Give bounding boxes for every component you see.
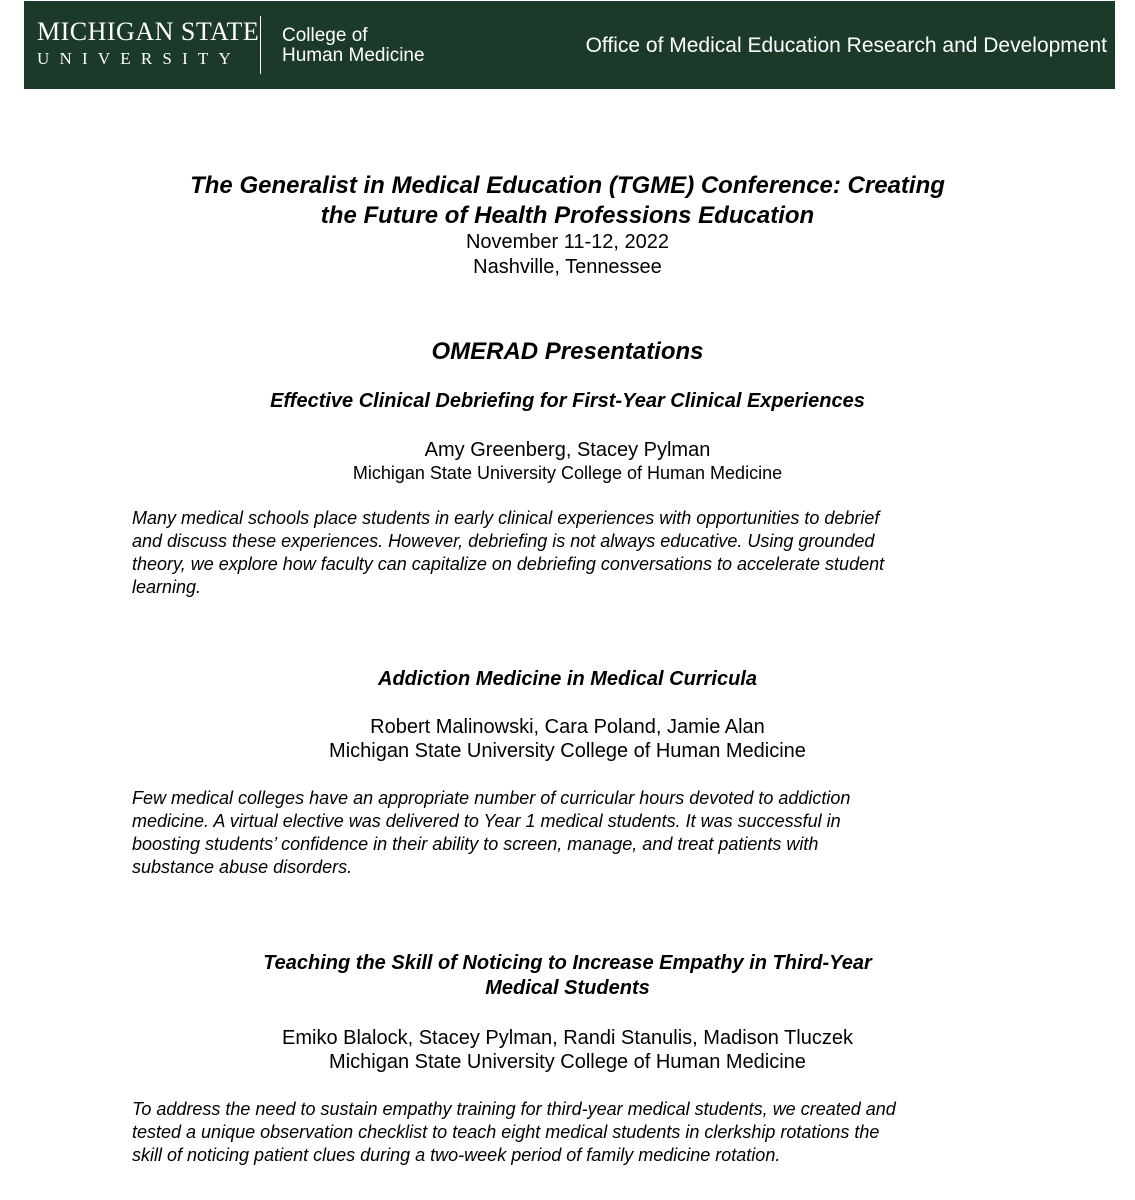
- logo-university-word: UNIVERSITY: [37, 49, 241, 68]
- logo-university-name: MICHIGAN STATE: [37, 17, 260, 46]
- conference-location: Nashville, Tennessee: [473, 256, 662, 278]
- presentation-abstract: [132, 787, 1012, 879]
- presentation-title: [0, 389, 1135, 414]
- college-line2: Human Medicine: [282, 45, 425, 66]
- office-name: Office of Medical Education Research and Development: [585, 34, 1107, 57]
- abstract-line: medicine. A virtual elective was delivered to Year 1 medical students. It was successful in: [132, 811, 841, 831]
- presentation-affiliation: Michigan State University College of Human Medicine: [329, 740, 806, 762]
- conference-title-line2: the Future of Health Professions Education: [320, 202, 815, 229]
- presentation-title: [0, 667, 1135, 692]
- conference-title-line1: The Generalist in Medical Education (TGME) Conference: Creating: [190, 172, 945, 199]
- presentation-affiliation: Michigan State University College of Human Medicine: [352, 463, 783, 483]
- abstract-line: Few medical colleges have an appropriate number of curricular hours devoted to addiction: [132, 788, 851, 808]
- presentation-authors: Emiko Blalock, Stacey Pylman, Randi Stanulis, Madison Tluczek: [282, 1027, 853, 1049]
- presentation-title-line: Teaching the Skill of Noticing to Increase Empathy in Third-Year: [263, 952, 872, 974]
- abstract-line: Many medical schools place students in early clinical experiences with opportunities to debrief: [132, 508, 880, 528]
- presentation-title-line: Medical Students: [485, 977, 650, 999]
- abstract-line: theory, we explore how faculty can capitalize on debriefing conversations to accelerate student: [132, 554, 885, 574]
- abstract-line: skill of noticing patient clues during a two-week period of family medicine rotation.: [132, 1145, 781, 1165]
- section-heading: OMERAD Presentations: [431, 338, 704, 365]
- presentation-abstract: [132, 507, 1012, 599]
- conference-date: November 11-12, 2022: [465, 231, 670, 253]
- header-divider: [260, 16, 261, 74]
- abstract-line: and discuss these experiences. However, debriefing is not always educative. Using grounded: [132, 531, 875, 551]
- abstract-line: boosting students’ confidence in their ability to screen, manage, and treat patients with: [132, 834, 819, 854]
- presentation-abstract: [132, 1098, 1012, 1167]
- college-line1: College of: [282, 25, 368, 46]
- presentation-title: [0, 951, 1135, 1001]
- msu-logo: [37, 17, 260, 70]
- college-name: [282, 26, 425, 66]
- presentation-title-line: Addiction Medicine in Medical Curricula: [378, 668, 757, 690]
- abstract-line: To address the need to sustain empathy training for third-year medical students, we created and: [132, 1099, 896, 1119]
- abstract-line: learning.: [132, 577, 202, 597]
- conference-title: [0, 171, 1135, 231]
- presentation-affiliation: Michigan State University College of Human Medicine: [329, 1051, 806, 1073]
- abstract-line: tested a unique observation checklist to teach eight medical students in clerkship rotations the: [132, 1122, 880, 1142]
- presentation-title-line: Effective Clinical Debriefing for First-Year Clinical Experiences: [270, 390, 865, 412]
- presentation-authors: Amy Greenberg, Stacey Pylman: [424, 439, 711, 461]
- abstract-line: substance abuse disorders.: [132, 857, 353, 877]
- header-banner: [24, 1, 1115, 89]
- presentation-authors: Robert Malinowski, Cara Poland, Jamie Alan: [370, 716, 765, 738]
